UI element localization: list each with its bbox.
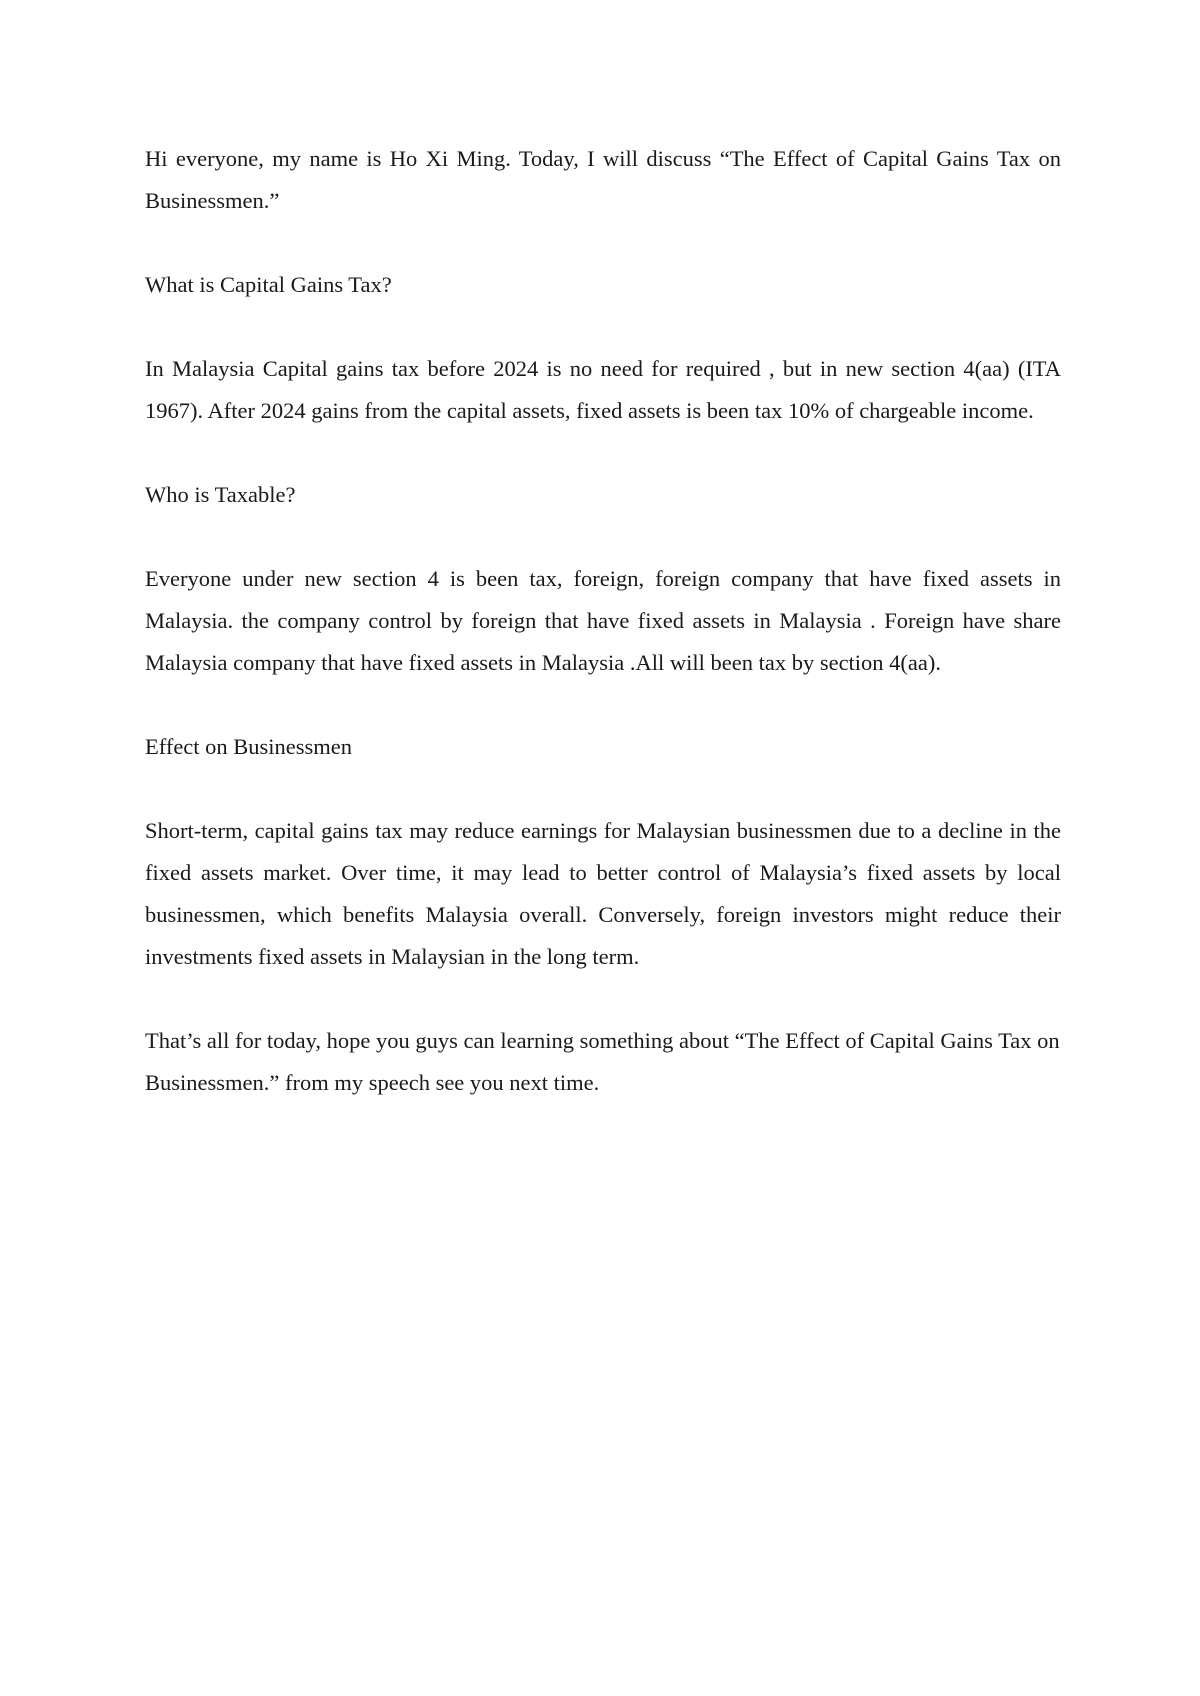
effect-paragraph: Short-term, capital gains tax may reduce earnings for Malaysian businessmen due to a decline in the fixed assets market. Over time, it may lead to better control of Malaysia’s fixed assets by local businessmen, which benefits Malaysia overall. Conversely, foreign investors might reduce their investments fixed assets in Malaysian in the long term. [145,818,1061,969]
closing-paragraph: That’s all for today, hope you guys can learning something about “The Effect of Capital Gains Tax on Businessmen.” from my speech see you next time. [145,1028,1060,1095]
heading-what-is-capital-gains-tax: What is Capital Gains Tax? [145,272,392,297]
what-is-paragraph: In Malaysia Capital gains tax before 2024 is no need for required , but in new section 4(aa) (ITA 1967). After 2024 gains from the capital assets, fixed assets is been tax 10% of chargeable income. [145,356,1061,423]
who-is-taxable-paragraph: Everyone under new section 4 is been tax, foreign, foreign company that have fixed assets in Malaysia. the company control by foreign that have fixed assets in Malaysia . Foreign have share Malaysia company that have fixed assets in Malaysia .All will been tax by section 4(aa). [145,566,1061,675]
document-body [145,138,1061,1104]
heading-who-is-taxable: Who is Taxable? [145,482,296,507]
heading-effect-on-businessmen: Effect on Businessmen [145,734,353,759]
intro-paragraph: Hi everyone, my name is Ho Xi Ming. Today, I will discuss “The Effect of Capital Gains Tax on Businessmen.” [145,146,1061,213]
